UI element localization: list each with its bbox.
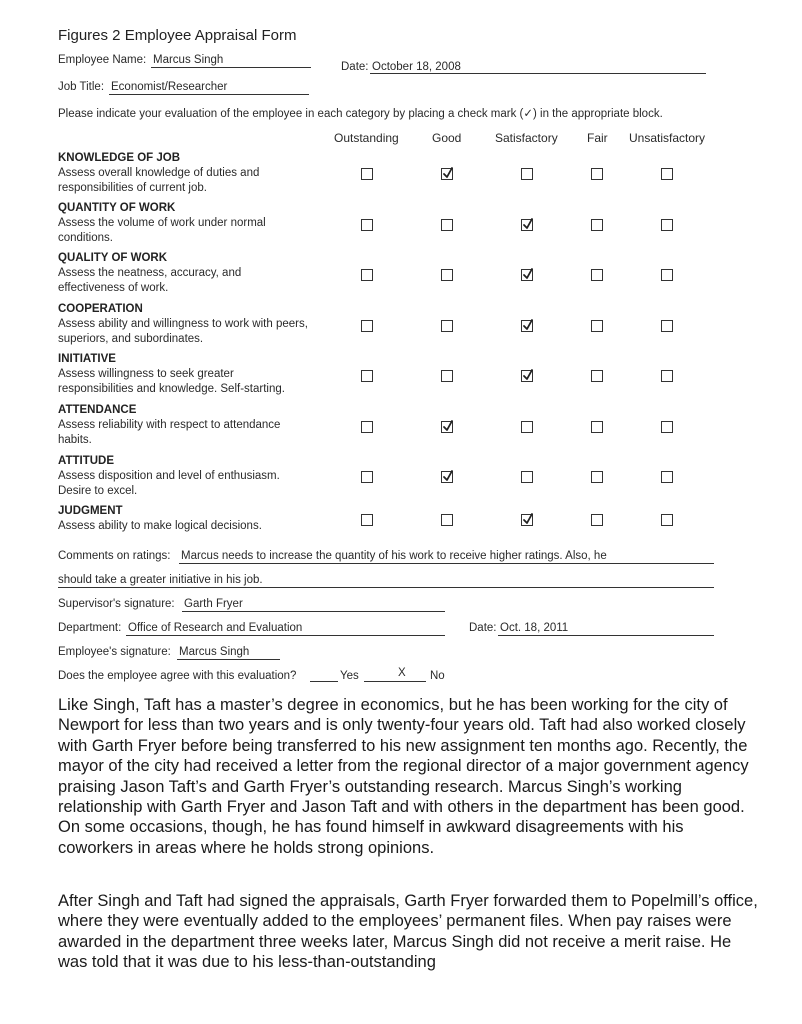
no-mark: X	[398, 667, 406, 679]
checkbox-good-checked[interactable]	[441, 168, 453, 180]
category-title: ATTITUDE	[58, 455, 115, 467]
checkbox-outstanding[interactable]	[361, 269, 373, 281]
comments-line-1: Marcus needs to increase the quantity of his work to receive higher ratings. Also, he	[181, 550, 607, 562]
checkbox-outstanding[interactable]	[361, 471, 373, 483]
checkbox-unsatisfactory[interactable]	[661, 320, 673, 332]
comments-label: Comments on ratings:	[58, 550, 171, 562]
checkbox-fair[interactable]	[591, 514, 603, 526]
checkbox-satisfactory-checked[interactable]	[521, 320, 533, 332]
employee-signature-label: Employee's signature:	[58, 646, 171, 658]
category-desc: Assess the neatness, accuracy, and effectiveness of work.	[58, 267, 242, 294]
checkbox-satisfactory-checked[interactable]	[521, 219, 533, 231]
department-line	[126, 635, 445, 636]
col-fair: Fair	[587, 131, 608, 145]
checkbox-fair[interactable]	[591, 320, 603, 332]
checkbox-satisfactory[interactable]	[521, 168, 533, 180]
checkbox-unsatisfactory[interactable]	[661, 269, 673, 281]
checkbox-good[interactable]	[441, 269, 453, 281]
comments-line-1-rule	[179, 563, 714, 564]
employee-name-value: Marcus Singh	[153, 54, 224, 66]
checkbox-satisfactory-checked[interactable]	[521, 269, 533, 281]
category-desc: Assess willingness to seek greater responsibilities and knowledge. Self-starting.	[58, 368, 285, 395]
department-value: Office of Research and Evaluation	[128, 622, 303, 634]
date-line	[370, 73, 706, 74]
department-label: Department:	[58, 622, 122, 634]
supervisor-signature-label: Supervisor's signature:	[58, 598, 175, 610]
check-icon	[522, 318, 534, 332]
checkbox-satisfactory-checked[interactable]	[521, 370, 533, 382]
yes-label: Yes	[340, 670, 359, 682]
check-icon	[522, 217, 534, 231]
check-icon	[522, 267, 534, 281]
check-icon	[442, 166, 454, 180]
checkbox-outstanding[interactable]	[361, 421, 373, 433]
checkbox-outstanding[interactable]	[361, 514, 373, 526]
body-paragraph-2: After Singh and Taft had signed the appraisals, Garth Fryer forwarded them to Popelmill’s office, where they were eventually added to the employees’ permanent files. When pay raises were awarded in the department three weeks later, Marcus Singh did not receive a merit raise. He was told that it was due to his less-than-outstanding	[58, 892, 758, 972]
department-date-label: Date:	[469, 622, 497, 634]
form-title: Figures 2 Employee Appraisal Form	[58, 27, 297, 44]
no-label: No	[430, 670, 445, 682]
date-label: Date:	[341, 61, 369, 73]
supervisor-signature-value: Garth Fryer	[184, 598, 243, 610]
agree-question: Does the employee agree with this evaluation?	[58, 670, 297, 682]
checkbox-outstanding[interactable]	[361, 370, 373, 382]
check-icon	[522, 368, 534, 382]
supervisor-signature-line	[182, 611, 445, 612]
checkbox-good-checked[interactable]	[441, 421, 453, 433]
col-unsatisfactory: Unsatisfactory	[629, 131, 706, 145]
category-desc: Assess disposition and level of enthusiasm. Desire to excel.	[58, 470, 280, 497]
body-paragraph-1: Like Singh, Taft has a master’s degree in economics, but he has been working for the city of Newport for less than two years and is only twenty-four years old. Taft had also worked closely with Garth Fryer before being transferred to his new assignment ten months ago. Recently, the mayor of the city had received a letter from the regional director of a major government agency praising Jason Taft’s and Garth Fryer’s outstanding research. Marcus Singh’s working relationship with Garth Fryer and Jason Taft and with others in the department has been good. On some occasions, though, he has found himself in awkward disagreements with his coworkers in areas where he holds strong opinions.	[58, 696, 749, 857]
checkbox-good[interactable]	[441, 514, 453, 526]
col-outstanding: Outstanding	[334, 131, 399, 145]
category-title: COOPERATION	[58, 303, 143, 315]
checkbox-unsatisfactory[interactable]	[661, 471, 673, 483]
checkbox-fair[interactable]	[591, 219, 603, 231]
category-title: QUALITY OF WORK	[58, 252, 168, 264]
date-value: October 18, 2008	[372, 61, 461, 73]
checkbox-satisfactory[interactable]	[521, 471, 533, 483]
job-title-label: Job Title:	[58, 81, 105, 93]
checkbox-good[interactable]	[441, 219, 453, 231]
category-desc: Assess ability and willingness to work with peers, superiors, and subordinates.	[58, 318, 308, 345]
department-date-value: Oct. 18, 2011	[500, 622, 569, 634]
checkbox-outstanding[interactable]	[361, 168, 373, 180]
employee-name-label: Employee Name:	[58, 54, 147, 66]
checkbox-satisfactory-checked[interactable]	[521, 514, 533, 526]
yes-blank	[310, 681, 338, 682]
comments-line-2-rule	[58, 587, 714, 588]
col-good: Good	[432, 131, 462, 145]
category-desc: Assess overall knowledge of duties and responsibilities of current job.	[58, 167, 260, 194]
category-title: ATTENDANCE	[58, 404, 137, 416]
check-icon	[442, 469, 454, 483]
job-title-value: Economist/Researcher	[111, 81, 228, 93]
checkbox-fair[interactable]	[591, 370, 603, 382]
category-desc: Assess ability to make logical decisions.	[58, 520, 262, 532]
checkbox-fair[interactable]	[591, 421, 603, 433]
category-title: JUDGMENT	[58, 505, 123, 517]
comments-line-2: should take a greater initiative in his job.	[58, 574, 263, 586]
checkbox-unsatisfactory[interactable]	[661, 370, 673, 382]
checkbox-unsatisfactory[interactable]	[661, 168, 673, 180]
check-icon	[522, 512, 534, 526]
checkbox-satisfactory[interactable]	[521, 421, 533, 433]
col-satisfactory: Satisfactory	[495, 131, 558, 145]
category-title: QUANTITY OF WORK	[58, 202, 176, 214]
checkbox-good[interactable]	[441, 370, 453, 382]
checkbox-unsatisfactory[interactable]	[661, 514, 673, 526]
instructions: Please indicate your evaluation of the employee in each category by placing a check mark (✓) in the appropriate block.	[58, 108, 663, 120]
employee-name-line	[151, 67, 311, 68]
checkbox-good-checked[interactable]	[441, 471, 453, 483]
category-desc: Assess reliability with respect to attendance habits.	[58, 419, 281, 446]
employee-signature-line	[177, 659, 280, 660]
checkbox-unsatisfactory[interactable]	[661, 219, 673, 231]
no-blank	[364, 681, 426, 682]
checkbox-good[interactable]	[441, 320, 453, 332]
checkbox-outstanding[interactable]	[361, 320, 373, 332]
job-title-line	[109, 94, 309, 95]
category-title: KNOWLEDGE OF JOB	[58, 152, 181, 164]
checkbox-fair[interactable]	[591, 269, 603, 281]
category-desc: Assess the volume of work under normal conditions.	[58, 217, 266, 244]
department-date-line	[498, 635, 714, 636]
employee-signature-value: Marcus Singh	[179, 646, 250, 658]
category-title: INITIATIVE	[58, 353, 116, 365]
check-icon	[442, 419, 454, 433]
checkbox-outstanding[interactable]	[361, 219, 373, 231]
checkbox-unsatisfactory[interactable]	[661, 421, 673, 433]
checkbox-fair[interactable]	[591, 168, 603, 180]
checkbox-fair[interactable]	[591, 471, 603, 483]
